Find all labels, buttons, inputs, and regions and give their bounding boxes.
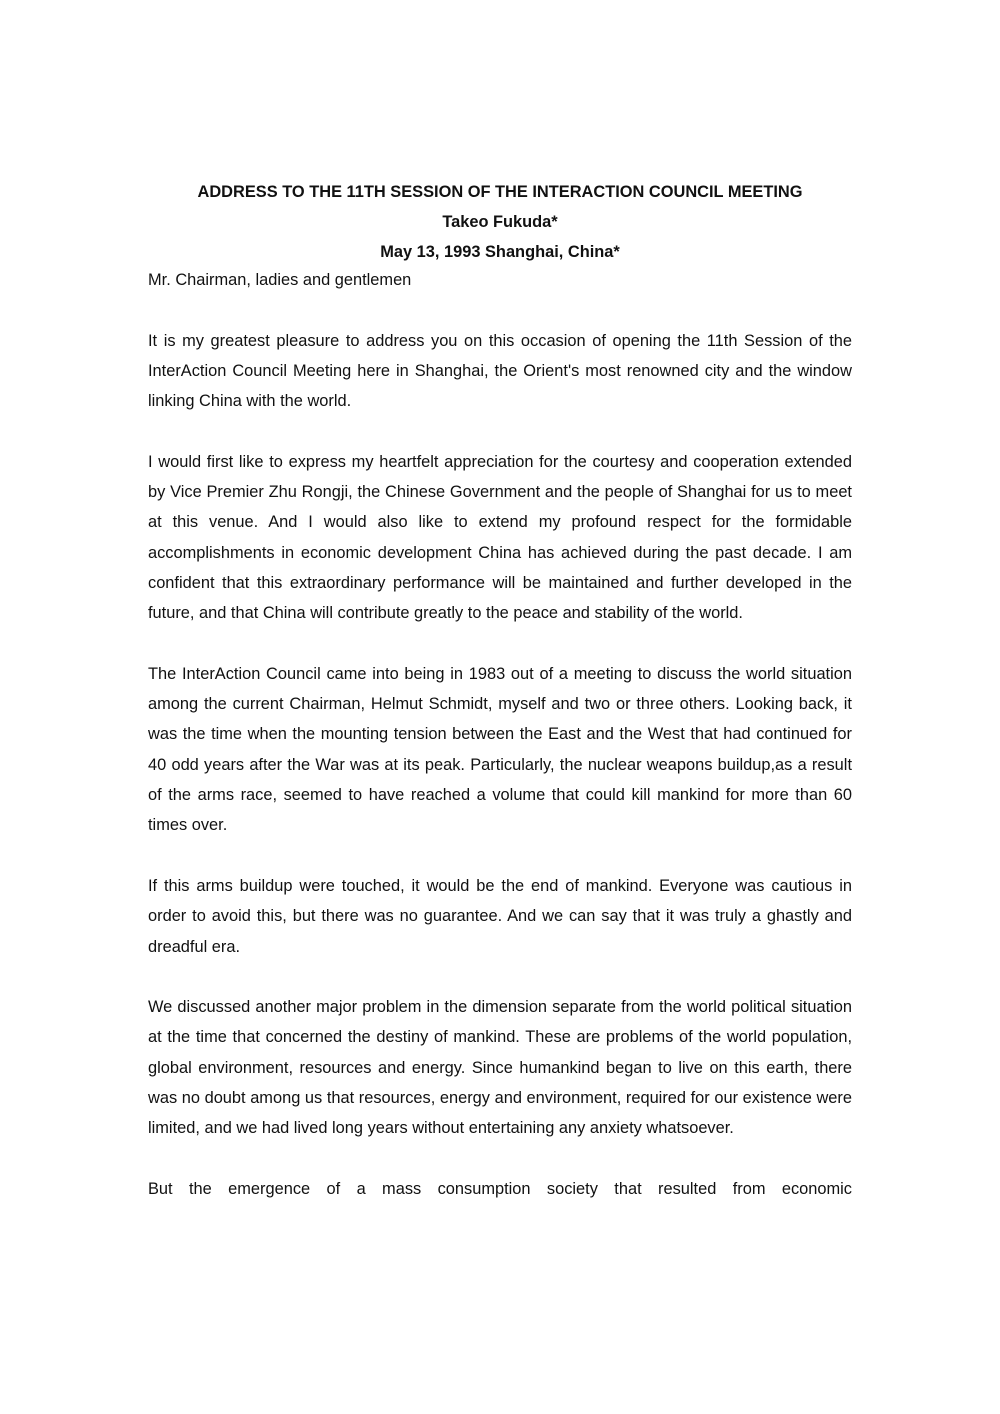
document-title: ADDRESS TO THE 11TH SESSION OF THE INTERACTION COUNCIL MEETING <box>197 183 803 201</box>
document-date-place: May 13, 1993 Shanghai, China* <box>380 243 620 261</box>
document-header <box>148 177 852 267</box>
paragraph-5: We discussed another major problem in the dimension separate from the world political situation at the time that concerned the destiny of mankind. These are problems of the world population, global environment, resources and energy. Since humankind began to live on this earth, there was no doubt among us that resources, energy and environment, required for our existence were limited, and we had lived long years without entertaining any anxiety whatsoever. <box>148 998 852 1138</box>
paragraph-4: If this arms buildup were touched, it would be the end of mankind. Everyone was cautious in order to avoid this, but there was no guarantee. And we can say that it was truly a ghastly and dreadful era. <box>148 876 852 956</box>
paragraph-2: I would first like to express my heartfelt appreciation for the courtesy and cooperation extended by Vice Premier Zhu Rongji, the Chinese Government and the people of Shanghai for us to meet at this venue. And I would also like to extend my profound respect for the formidable accomplishments in economic development China has achieved during the past decade. I am confident that this extraordinary performance will be maintained and further developed in the future, and that China will contribute greatly to the peace and stability of the world. <box>148 452 852 623</box>
paragraph-1: It is my greatest pleasure to address you on this occasion of opening the 11th Session of the InterAction Council Meeting here in Shanghai, the Orient's most renowned city and the window linking China with the world. <box>148 331 852 411</box>
document-body <box>148 265 852 1204</box>
salutation: Mr. Chairman, ladies and gentlemen <box>148 271 412 289</box>
paragraph-3: The InterAction Council came into being in 1983 out of a meeting to discuss the world situation among the current Chairman, Helmut Schmidt, myself and two or three others. Looking back, it was the time when the mounting tension between the East and the West that had continued for 40 odd years after the War was at its peak. Particularly, the nuclear weapons buildup,as a result of the arms race, seemed to have reached a volume that could kill mankind for more than 60 times over. <box>148 664 852 835</box>
paragraph-6: But the emergence of a mass consumption society that resulted from economic <box>148 1179 852 1198</box>
document-author: Takeo Fukuda* <box>442 213 558 231</box>
